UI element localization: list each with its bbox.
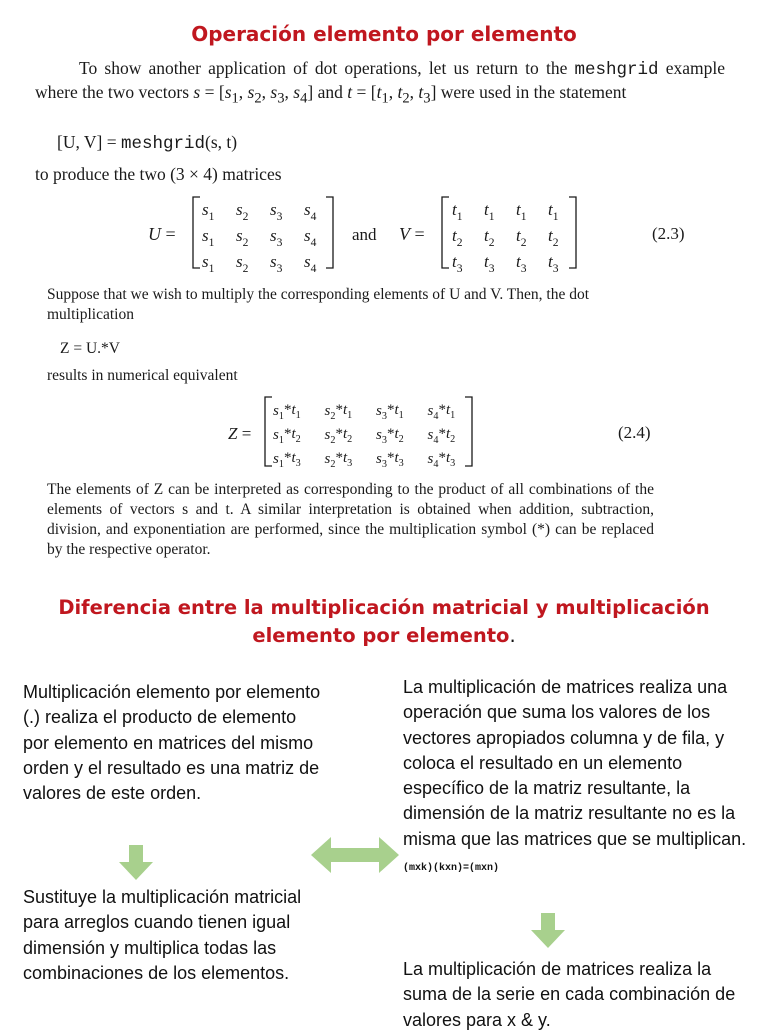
z-matrix-cell: $s_4*t_3$ bbox=[427, 449, 456, 471]
dimension-note: (mxk)(kxn)=(mxn) bbox=[403, 863, 500, 875]
meshgrid-statement bbox=[57, 132, 237, 154]
u-matrix-cell: $s_3$ bbox=[270, 252, 283, 275]
equation-2-4 bbox=[0, 393, 768, 473]
u-matrix-cell: $s_4$ bbox=[304, 226, 317, 249]
intro-text-a: To show another application of dot operations, let us return to the bbox=[79, 58, 575, 78]
u-matrix-left-bracket bbox=[193, 197, 200, 268]
z-matrix-left-bracket bbox=[265, 397, 272, 466]
z-matrix-cell: $s_1*t_3$ bbox=[273, 449, 301, 471]
z-matrix-cell: $s_2*t_2$ bbox=[324, 425, 353, 447]
intro-text-d: were used in the statement bbox=[436, 82, 627, 102]
statement-func: meshgrid bbox=[120, 134, 205, 154]
u-matrix-cell: $s_4$ bbox=[304, 200, 317, 223]
v-matrix-cell: $t_3$ bbox=[548, 252, 559, 275]
z-matrix-cell: $s_2*t_3$ bbox=[324, 449, 353, 471]
statement-args: (s, t) bbox=[205, 132, 238, 152]
v-matrix-cell: $t_2$ bbox=[452, 226, 463, 249]
v-matrix-cell: $t_1$ bbox=[484, 200, 495, 223]
equation-number-2-4: (2.4) bbox=[618, 423, 651, 442]
z-matrix-cell: $s_3*t_2$ bbox=[376, 425, 404, 447]
vector-s: s bbox=[193, 82, 201, 102]
suppose-paragraph: Suppose that we wish to multiply the corresponding elements of U and V. Then, the dot multiplication bbox=[47, 286, 590, 323]
v-label: V = bbox=[399, 224, 425, 244]
v-matrix-left-bracket bbox=[442, 197, 449, 268]
z-matrix-right-bracket bbox=[465, 397, 472, 466]
u-matrix-cell: $s_1$ bbox=[202, 252, 215, 275]
u-matrix-cell: $s_2$ bbox=[236, 252, 249, 275]
down-arrow-icon bbox=[530, 913, 566, 949]
v-matrix-cell: $t_3$ bbox=[452, 252, 463, 275]
v-matrix-cell: $t_1$ bbox=[548, 200, 559, 223]
z-matrix-cell: $s_1*t_1$ bbox=[273, 401, 301, 423]
v-matrix-cell: $t_1$ bbox=[516, 200, 527, 223]
z-label: Z = bbox=[228, 424, 252, 443]
elements-paragraph: The elements of Z can be interpreted as corresponding to the product of all combinations of the elements of vectors s and t. A similar interpretation is obtained when addition, subtraction, division, and exponentiation are performed, since the multiplication symbol (*) can be replaced by the respective operator. bbox=[47, 481, 654, 558]
u-matrix-cell: $s_2$ bbox=[236, 200, 249, 223]
down-arrow-icon bbox=[118, 845, 154, 881]
element-wise-substitution: Sustituye la multiplicación matricial para arreglos cuando tienen igual dimensión y multiplica todas las combinaciones de los elementos. bbox=[23, 887, 302, 983]
u-matrix-cell: $s_2$ bbox=[236, 226, 249, 249]
matrix-multiplication-sum: La multiplicación de matrices realiza la suma de la serie en cada combinación de valores para x & y. bbox=[403, 959, 736, 1030]
intro-text-c: and bbox=[313, 82, 348, 102]
section-title bbox=[0, 594, 768, 650]
vector-t: t bbox=[347, 82, 353, 102]
intro-paragraph: To show another application of dot operations, let us return to the meshgrid example where the two vectors $s = [s_1$, $s_2$, $s_3$, $s_4$] and $t = [t_1$, $t_2$, $t_3$] were used in the statement bbox=[35, 58, 725, 107]
z-matrix-cell: $s_1*t_2$ bbox=[273, 425, 301, 447]
section-title-line-1: Diferencia entre la multiplicación matricial y multiplicación bbox=[58, 596, 710, 619]
v-matrix-cell: $t_2$ bbox=[516, 226, 527, 249]
z-matrix-cell: $s_4*t_1$ bbox=[427, 401, 456, 423]
section-title-dot: . bbox=[509, 624, 516, 647]
page-title: Operación elemento por elemento bbox=[191, 22, 577, 46]
u-matrix-cell: $s_4$ bbox=[304, 252, 317, 275]
and-label: and bbox=[352, 225, 377, 244]
u-matrix-cell: $s_3$ bbox=[270, 200, 283, 223]
z-statement: Z = U.*V bbox=[60, 340, 120, 357]
matrix-multiplication-text: La multiplicación de matrices realiza una operación que suma los valores de los vectores apropiados columna y de fila, y coloca el resultado en un elemento específico de la matriz resultante, la dimensión de la matriz resultante no es la misma que las matrices que se multiplican. bbox=[403, 677, 747, 849]
matrix-multiplication-description bbox=[403, 675, 753, 881]
u-matrix-cell: $s_1$ bbox=[202, 226, 215, 249]
equation-number-2-3: (2.3) bbox=[652, 224, 685, 243]
z-matrix-cell: $s_3*t_1$ bbox=[376, 401, 404, 423]
meshgrid-code: meshgrid bbox=[574, 60, 659, 80]
u-matrix-cell: $s_3$ bbox=[270, 226, 283, 249]
z-matrix-cell: $s_2*t_1$ bbox=[324, 401, 353, 423]
intro-text-b: example where the two vectors bbox=[35, 58, 725, 102]
z-matrix-cell: $s_3*t_3$ bbox=[376, 449, 404, 471]
results-paragraph: results in numerical equivalent bbox=[47, 367, 238, 384]
z-matrix-cell: $s_4*t_2$ bbox=[427, 425, 456, 447]
v-matrix-cell: $t_3$ bbox=[484, 252, 495, 275]
v-matrix-cell: $t_3$ bbox=[516, 252, 527, 275]
u-matrix-right-bracket bbox=[326, 197, 333, 268]
section-title-line-2: elemento por elemento bbox=[252, 624, 510, 647]
double-arrow-icon bbox=[311, 835, 399, 875]
produce-paragraph: to produce the two (3 × 4) matrices bbox=[35, 164, 282, 184]
v-matrix-cell: $t_2$ bbox=[484, 226, 495, 249]
statement-lhs: [U, V] = bbox=[57, 132, 121, 152]
element-wise-description: Multiplicación elemento por elemento (.) realiza el producto de elemento por elemento en matrices del mismo orden y el resultado es una matriz de valores de este orden. bbox=[23, 682, 321, 804]
v-matrix-cell: $t_2$ bbox=[548, 226, 559, 249]
u-label: U = bbox=[148, 224, 176, 244]
u-matrix-cell: $s_1$ bbox=[202, 200, 215, 223]
v-matrix-right-bracket bbox=[569, 197, 576, 268]
v-matrix-cell: $t_1$ bbox=[452, 200, 463, 223]
